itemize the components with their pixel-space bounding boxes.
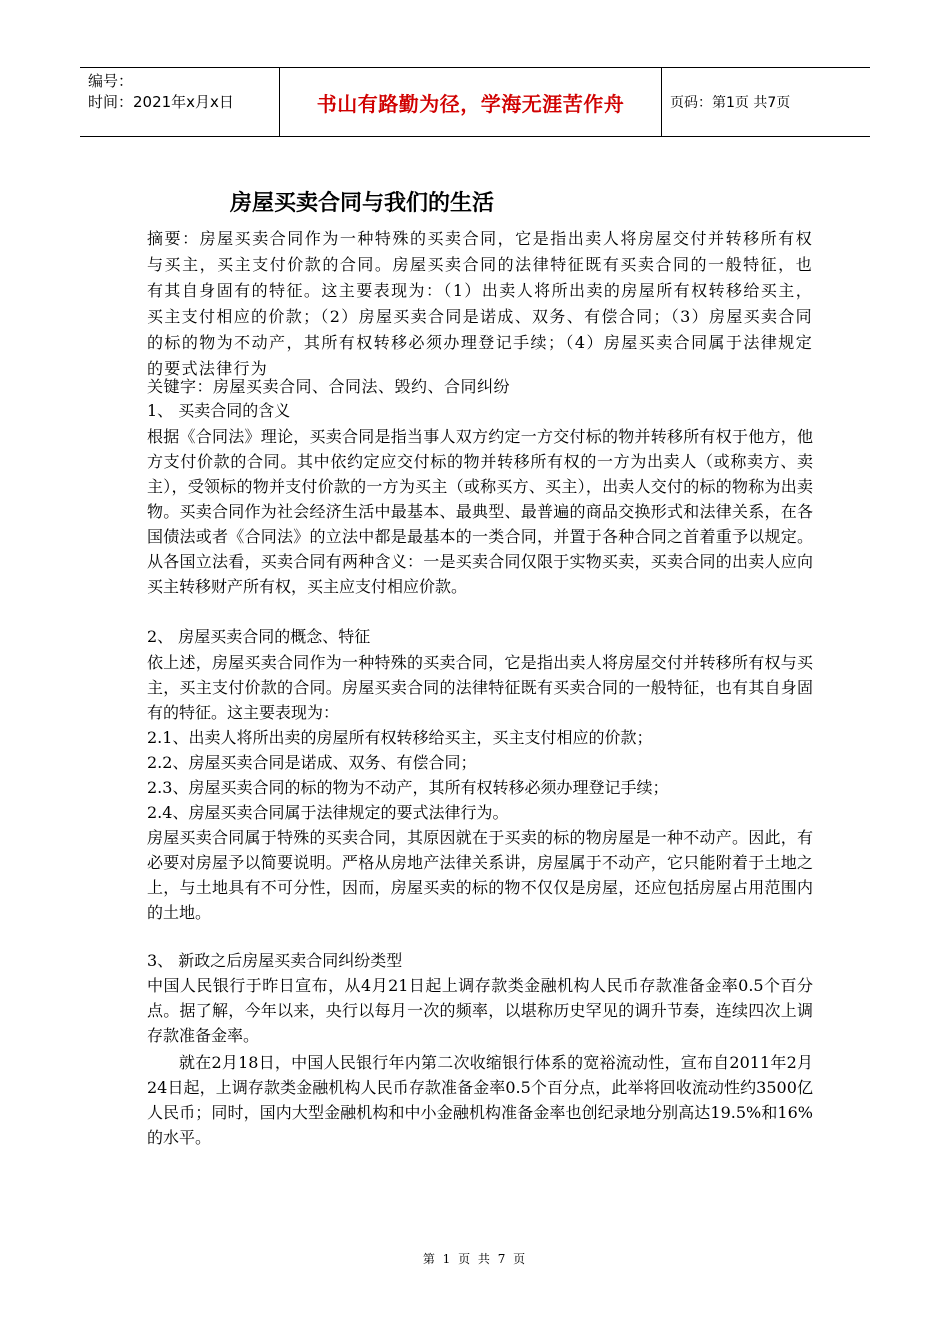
section1-heading: 1、 买卖合同的含义 [147,401,291,420]
date-label: 时间：2021年x月x日 [88,93,234,111]
abstract: 摘要：房屋买卖合同作为一种特殊的买卖合同，它是指出卖人将房屋交付并转移所有权与买主，买主支付价款的合同。房屋买卖合同的法律特征既有买卖合同的一般特征，也有其自身固有的特征。这主要表现为：（1）出卖人将所出卖的房屋所有权转移给买主，买主支付相应的价款；（2）房屋买卖合同是诺成、双务、有偿合同；（3）房屋买卖合同的标的物为不动产，其所有权转移必须办理登记手续；（4）房屋买卖合同属于法律规定的要式法律行为 [147,229,813,378]
page-footer: 第 1 页 共 7 页 [422,1252,528,1266]
header-motto: 书山有路勤为径，学海无涯苦作舟 [280,68,662,136]
section3-paragraph: 中国人民银行于昨日宣布，从4月21日起上调存款类金融机构人民币存款准备金率0.5个百分点。据了解，今年以来，央行以每月一次的频率，以堪称历史罕见的调升节奏，连续四次上调存款准备金率。 [147,976,813,1045]
keywords: 关键字：房屋买卖合同、合同法、毁约、合同纠纷 [147,377,511,396]
section3-paragraph-2: 就在2月18日，中国人民银行年内第二次收缩银行体系的宽裕流动性，宣布自2011年2月24日起，上调存款类金融机构人民币存款准备金率0.5个百分点，此举将回收流动性约3500亿人民币；同时，国内大型金融机构和中小金融机构准备金率也创纪录地分别高达19.5%和16%的水平。 [147,1053,813,1147]
section2-item: 2.3、房屋买卖合同的标的物为不动产，其所有权转移必须办理登记手续； [147,778,669,797]
section2-paragraph-2: 房屋买卖合同属于特殊的买卖合同，其原因就在于买卖的标的物房屋是一种不动产。因此，有必要对房屋予以简要说明。严格从房地产法律关系讲，房屋属于不动产，它只能附着于土地之上，与土地具有不可分性，因而，房屋买卖的标的物不仅仅是房屋，还应包括房屋占用范围内的土地。 [147,828,813,922]
section2-item: 2.2、房屋买卖合同是诺成、双务、有偿合同； [147,753,477,772]
section2-heading: 2、 房屋买卖合同的概念、特征 [147,627,371,646]
serial-label: 编号： [88,72,134,90]
section2-item: 2.1、出卖人将所出卖的房屋所有权转移给买主，买主支付相应的价款； [147,728,653,747]
header-page-info: 页码：第1页 共7页 [670,95,791,111]
section3-heading: 3、 新政之后房屋买卖合同纠纷类型 [147,951,403,970]
section2-paragraph: 依上述，房屋买卖合同作为一种特殊的买卖合同，它是指出卖人将房屋交付并转移所有权与买主，买主支付价款的合同。房屋买卖合同的法律特征既有买卖合同的一般特征，也有其自身固有的特征。这主要表现为： [147,653,813,722]
header-table [80,67,870,137]
section2-item: 2.4、房屋买卖合同属于法律规定的要式法律行为。 [147,803,509,822]
section1-paragraph: 根据《合同法》理论，买卖合同是指当事人双方约定一方交付标的物并转移所有权于他方，他方支付价款的合同。其中依约定应交付标的物并转移所有权的一方为出卖人（或称卖方、卖主），受领标的物并支付价款的一方为买主（或称买方、买主），出卖人交付的标的物称为出卖物。买卖合同作为社会经济生活中最基本、最典型、最普遍的商品交换形式和法律关系，在各国债法或者《合同法》的立法中都是最基本的一类合同，并置于各种合同之首着重予以规定。从各国立法看，买卖合同有两种含义：一是买卖合同仅限于实物买卖，买卖合同的出卖人应向买主转移财产所有权，买主应支付相应价款。 [147,427,813,596]
header-meta [80,68,280,136]
document-title: 房屋买卖合同与我们的生活 [230,191,495,216]
